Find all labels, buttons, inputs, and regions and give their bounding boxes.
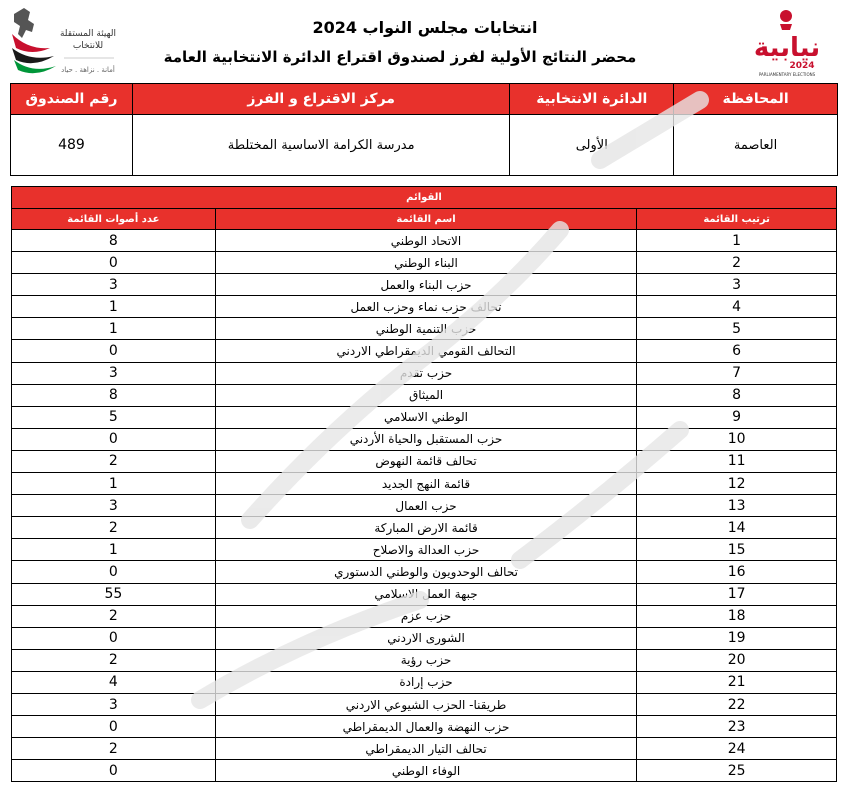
center-value: مدرسة الكرامة الاساسية المختلطة <box>132 115 509 176</box>
list-name-cell: تحالف التيار الديمقراطي <box>215 738 636 760</box>
list-row <box>12 495 837 517</box>
list-name-cell: حزب عزم <box>215 605 636 627</box>
list-order-cell: 1 <box>637 230 837 252</box>
list-name-cell: قائمة الارض المباركة <box>215 517 636 539</box>
list-row <box>12 671 837 693</box>
polling-info-values-row <box>11 115 838 176</box>
district-header: الدائرة الانتخابية <box>510 84 674 115</box>
list-votes-cell: 3 <box>12 693 216 715</box>
list-name-cell: جبهة العمل الاسلامي <box>215 583 636 605</box>
list-order-cell: 12 <box>637 473 837 495</box>
list-votes-cell: 8 <box>12 384 216 406</box>
list-name-cell: طريقنا- الحزب الشيوعي الاردني <box>215 693 636 715</box>
list-order-cell: 9 <box>637 406 837 428</box>
list-order-cell: 17 <box>637 583 837 605</box>
list-name-cell: تحالف حزب نماء وحزب العمل <box>215 296 636 318</box>
box-number-value: 489 <box>11 115 133 176</box>
lists-header-row <box>12 209 837 230</box>
list-order-cell: 15 <box>637 539 837 561</box>
iec-tagline: أمانة . نزاهة . حياد <box>61 66 115 74</box>
list-name-cell: حزب النهضة والعمال الديمقراطي <box>215 716 636 738</box>
jordan-map-icon <box>12 8 56 73</box>
list-votes-cell: 3 <box>12 495 216 517</box>
list-row <box>12 716 837 738</box>
list-name-cell: حزب التنمية الوطني <box>215 318 636 340</box>
lists-caption: القوائم <box>12 187 837 209</box>
list-order-cell: 14 <box>637 517 837 539</box>
list-votes-cell: 55 <box>12 583 216 605</box>
list-name-cell: حزب البناء والعمل <box>215 274 636 296</box>
list-row <box>12 296 837 318</box>
list-votes-cell: 3 <box>12 362 216 384</box>
center-header: مركز الاقتراع و الفرز <box>132 84 509 115</box>
iec-logo <box>8 4 118 78</box>
list-order-cell: 6 <box>637 340 837 362</box>
list-order-cell: 21 <box>637 671 837 693</box>
list-row <box>12 539 837 561</box>
list-votes-cell: 8 <box>12 230 216 252</box>
list-row <box>12 252 837 274</box>
list-votes-cell: 2 <box>12 517 216 539</box>
list-order-cell: 4 <box>637 296 837 318</box>
list-votes-cell: 0 <box>12 428 216 450</box>
list-votes-cell: 2 <box>12 738 216 760</box>
list-row <box>12 428 837 450</box>
list-votes-cell: 4 <box>12 671 216 693</box>
logo-caption: PARLIAMENTARY ELECTIONS <box>758 72 816 77</box>
list-name-cell: الميثاق <box>215 384 636 406</box>
logo-year: 2024 <box>789 61 815 71</box>
list-votes-cell: 0 <box>12 561 216 583</box>
list-name-cell: الاتحاد الوطني <box>215 230 636 252</box>
list-name-cell: حزب رؤية <box>215 649 636 671</box>
list-row <box>12 605 837 627</box>
district-value: الأولى <box>510 115 674 176</box>
list-name-cell: الوطني الاسلامي <box>215 406 636 428</box>
list-order-cell: 16 <box>637 561 837 583</box>
polling-info-header-row <box>11 84 838 115</box>
list-votes-cell: 0 <box>12 716 216 738</box>
list-row <box>12 649 837 671</box>
list-name-cell: حزب تقدم <box>215 362 636 384</box>
page-subtitle: محضر النتائج الأولية لفرز لصندوق اقتراع الدائرة الانتخابية العامة <box>163 48 637 66</box>
list-row <box>12 406 837 428</box>
list-votes-cell: 0 <box>12 627 216 649</box>
list-row <box>12 583 837 605</box>
list-order-cell: 25 <box>637 760 837 782</box>
list-votes-header: عدد أصوات القائمة <box>12 209 216 230</box>
list-order-header: ترتيب القائمة <box>637 209 837 230</box>
box-number-header: رقم الصندوق <box>11 84 133 115</box>
list-order-cell: 2 <box>637 252 837 274</box>
list-name-cell: حزب العدالة والاصلاح <box>215 539 636 561</box>
list-order-cell: 5 <box>637 318 837 340</box>
list-name-cell: حزب إرادة <box>215 671 636 693</box>
lists-caption-row <box>12 187 837 209</box>
list-order-cell: 23 <box>637 716 837 738</box>
governorate-header: المحافظة <box>674 84 838 115</box>
list-order-cell: 11 <box>637 450 837 472</box>
list-votes-cell: 1 <box>12 296 216 318</box>
list-row <box>12 561 837 583</box>
list-votes-cell: 0 <box>12 760 216 782</box>
list-order-cell: 19 <box>637 627 837 649</box>
list-order-cell: 22 <box>637 693 837 715</box>
list-votes-cell: 1 <box>12 539 216 561</box>
list-order-cell: 10 <box>637 428 837 450</box>
list-votes-cell: 1 <box>12 473 216 495</box>
list-order-cell: 24 <box>637 738 837 760</box>
iec-name-line1: الهيئة المستقلة <box>59 29 117 39</box>
list-name-cell: حزب المستقبل والحياة الأردني <box>215 428 636 450</box>
list-votes-cell: 2 <box>12 649 216 671</box>
list-name-cell: قائمة النهج الجديد <box>215 473 636 495</box>
polling-info-table <box>10 83 838 176</box>
iec-name-line2: للانتخاب <box>72 41 104 51</box>
list-votes-cell: 0 <box>12 252 216 274</box>
list-row <box>12 362 837 384</box>
list-order-cell: 7 <box>637 362 837 384</box>
list-order-cell: 20 <box>637 649 837 671</box>
list-order-cell: 18 <box>637 605 837 627</box>
page-header <box>0 0 850 82</box>
list-name-cell: حزب العمال <box>215 495 636 517</box>
list-name-cell: تحالف قائمة النهوض <box>215 450 636 472</box>
list-row <box>12 274 837 296</box>
governorate-value: العاصمة <box>674 115 838 176</box>
list-row <box>12 627 837 649</box>
list-row <box>12 318 837 340</box>
list-row <box>12 738 837 760</box>
list-name-cell: البناء الوطني <box>215 252 636 274</box>
list-row <box>12 517 837 539</box>
list-order-cell: 8 <box>637 384 837 406</box>
list-row <box>12 693 837 715</box>
list-row <box>12 340 837 362</box>
list-name-cell: التحالف القومي الديمقراطي الاردني <box>215 340 636 362</box>
elections-2024-logo <box>752 6 822 78</box>
list-order-cell: 3 <box>637 274 837 296</box>
list-votes-cell: 2 <box>12 450 216 472</box>
list-row <box>12 384 837 406</box>
list-row <box>12 760 837 782</box>
list-order-cell: 13 <box>637 495 837 517</box>
logo-text: نيابية <box>753 33 821 63</box>
list-name-cell: تحالف الوحدويون والوطني الدستوري <box>215 561 636 583</box>
lists-body <box>12 230 837 782</box>
list-votes-cell: 0 <box>12 340 216 362</box>
list-votes-cell: 2 <box>12 605 216 627</box>
list-row <box>12 473 837 495</box>
list-name-cell: الوفاء الوطني <box>215 760 636 782</box>
list-row <box>12 450 837 472</box>
list-votes-cell: 5 <box>12 406 216 428</box>
list-votes-cell: 3 <box>12 274 216 296</box>
page-title: انتخابات مجلس النواب 2024 <box>312 18 538 37</box>
list-row <box>12 230 837 252</box>
list-votes-cell: 1 <box>12 318 216 340</box>
lists-results-table <box>11 186 837 782</box>
crown-icon <box>780 10 792 30</box>
list-name-cell: الشورى الاردني <box>215 627 636 649</box>
list-name-header: اسم القائمة <box>215 209 636 230</box>
